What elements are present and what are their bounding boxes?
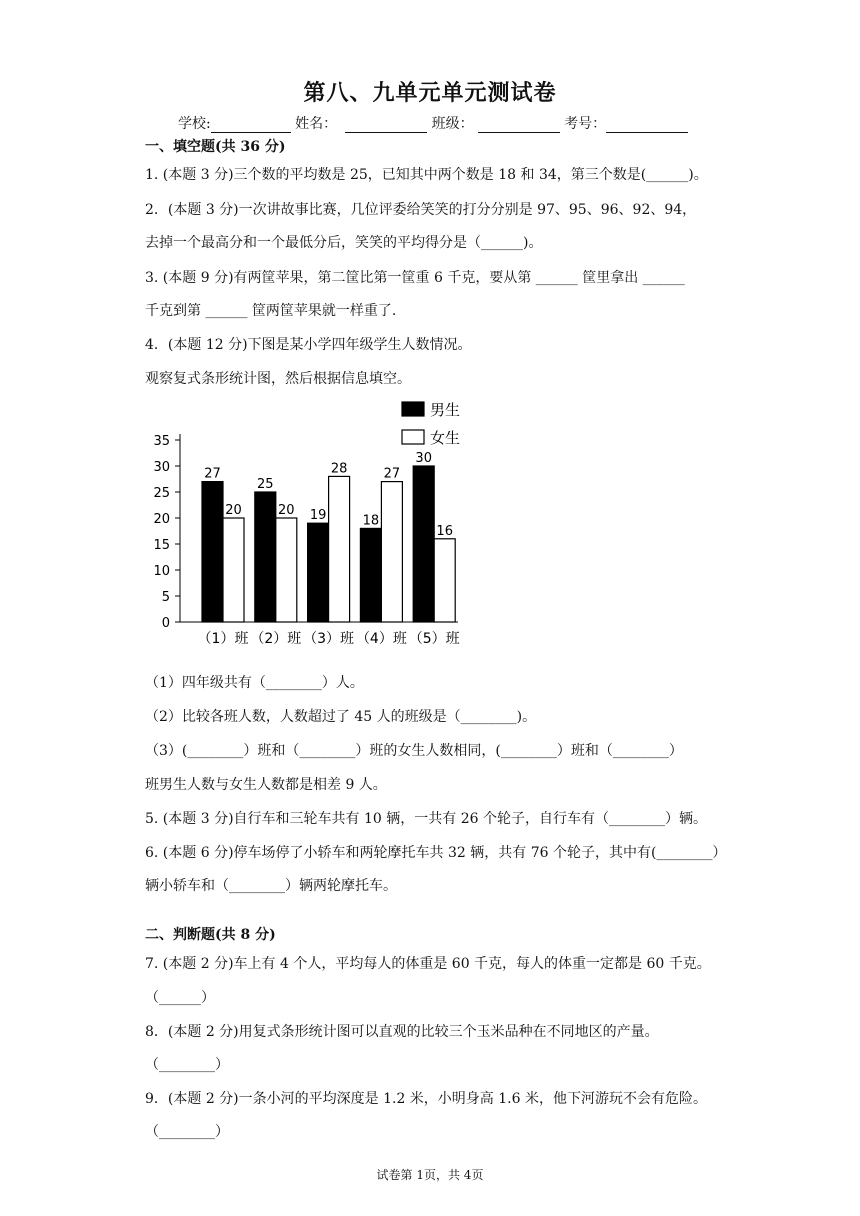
question-line: （1）四年级共有（________）人。	[145, 675, 364, 691]
bar-girls	[276, 518, 297, 622]
bar-value-label: 28	[330, 461, 348, 477]
question-line: 1. (本题 3 分)三个数的平均数是 25，已知其中两个数是 18 和 34，第三个数是(______)。	[145, 167, 708, 183]
y-tick-label: 15	[153, 538, 170, 553]
question-line: 6. (本题 6 分)停车场停了小轿车和两轮摩托车共 32 辆，共有 76 个轮子，其中有(________）	[145, 845, 727, 861]
bar-value-label: 19	[309, 508, 327, 524]
bar-boys	[360, 528, 381, 622]
question-line: 2．(本题 3 分)一次讲故事比赛，几位评委给笑笑的打分分别是 97、95、96、92、94，	[145, 202, 697, 218]
y-tick-label: 20	[153, 512, 170, 527]
y-tick-label: 25	[153, 486, 170, 501]
question-line: 9．(本题 2 分)一条小河的平均深度是 1.2 米，小明身高 1.6 米，他下河游玩不会有危险。	[145, 1091, 707, 1107]
page-title: 第八、九单元单元测试卷	[303, 80, 557, 106]
bar-girls	[329, 476, 350, 622]
bar-boys	[255, 492, 276, 622]
number-label: 考号：	[564, 116, 607, 132]
question-line: 3. (本题 9 分)有两筐苹果，第二筐比第一筐重 6 千克，要从第 ______ 筐里拿出 ______	[145, 270, 685, 286]
category-label: （1）班	[197, 631, 249, 647]
bar-value-label: 25	[257, 477, 274, 492]
bar-boys	[202, 482, 223, 622]
school-field[interactable]	[211, 118, 291, 133]
page-footer: 试卷第 1页，共 4页	[376, 1168, 484, 1182]
y-tick-label: 35	[153, 434, 170, 449]
question-line: 5. (本题 3 分)自行车和三轮车共有 10 辆，一共有 26 个轮子，自行车有（________）辆。	[145, 811, 707, 827]
y-tick-label: 30	[153, 460, 170, 475]
bar-chart	[140, 392, 480, 662]
section-2-title: 二、判断题(共 8 分)	[145, 927, 276, 943]
chart-legend	[402, 401, 460, 447]
answer-blank[interactable]: （______）	[145, 990, 215, 1006]
question-line: （3）(________）班和（________）班的女生人数相同，(________）班和（________）	[145, 743, 683, 759]
number-field[interactable]	[606, 118, 688, 133]
question-line: 观察复式条形统计图，然后根据信息填空。	[145, 371, 411, 387]
bar-value-label: 30	[415, 451, 432, 466]
question-line: 7. (本题 2 分)车上有 4 个人，平均每人的体重是 60 千克，每人的体重一定都是 60 千克。	[145, 956, 711, 972]
question-line: 去掉一个最高分和一个最低分后，笑笑的平均得分是（______)。	[145, 235, 543, 251]
bar-value-label: 16	[436, 523, 453, 539]
bar-value-label: 27	[204, 466, 221, 482]
question-line: 班男生人数与女生人数都是相差 9 人。	[145, 777, 387, 793]
question-line: 8．(本题 2 分)用复式条形统计图可以直观的比较三个玉米品种在不同地区的产量。	[145, 1024, 659, 1040]
bar-value-label: 18	[362, 513, 380, 529]
chart-bars	[202, 451, 455, 622]
school-label: 学校:	[178, 116, 211, 132]
legend-swatch	[402, 402, 424, 416]
class-label: 班级：	[431, 116, 474, 132]
section-1-title: 一、填空题(共 36 分)	[145, 139, 286, 155]
question-line: 辆小轿车和（________）辆两轮摩托车。	[145, 878, 397, 894]
bar-girls	[381, 482, 402, 622]
answer-blank[interactable]: （________）	[145, 1124, 229, 1140]
bar-value-label: 27	[383, 466, 401, 482]
legend-swatch	[402, 430, 424, 444]
answer-blank[interactable]: （________）	[145, 1057, 229, 1073]
bar-girls	[223, 518, 244, 622]
category-label: （4）班	[355, 631, 407, 647]
bar-value-label: 20	[225, 503, 242, 518]
name-field[interactable]	[345, 118, 427, 133]
bar-boys	[308, 523, 329, 622]
name-label: 姓名：	[295, 116, 338, 132]
class-field[interactable]	[478, 118, 560, 133]
category-label: （2）班	[250, 631, 302, 647]
category-label: （5）班	[408, 631, 460, 647]
y-tick-label: 5	[161, 590, 170, 605]
bar-girls	[434, 539, 455, 622]
question-line: 千克到第 ______ 筐两筐苹果就一样重了.	[145, 303, 397, 319]
legend-label: 男生	[430, 401, 461, 419]
question-line: 4．(本题 12 分)下图是某小学四年级学生人数情况。	[145, 337, 472, 353]
y-tick-label: 0	[161, 616, 170, 631]
category-label: （3）班	[303, 631, 355, 647]
question-line: （2）比较各班人数，人数超过了 45 人的班级是（________)。	[145, 709, 537, 725]
student-info-row	[178, 113, 688, 133]
y-tick-label: 10	[153, 564, 170, 579]
bar-value-label: 20	[278, 503, 295, 518]
bar-boys	[413, 466, 434, 622]
legend-label: 女生	[430, 429, 461, 447]
